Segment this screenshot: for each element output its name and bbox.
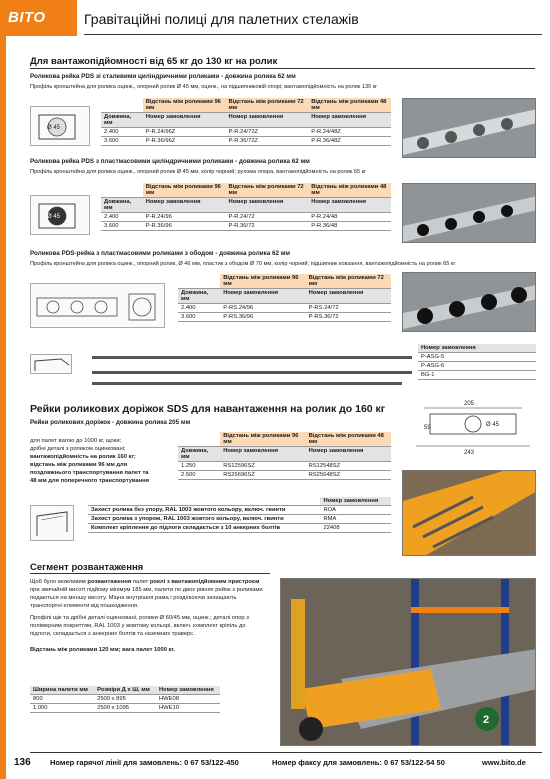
table-row — [101, 128, 391, 137]
b3-rail-diagram — [30, 283, 165, 328]
table-cell: P-ASG-5 — [418, 353, 536, 362]
s2-description: для палет вагою до 1000 кг, щоки; дрібні деталі з роликом оцинковані; вантажопідйомність на ролик 160 кг; відстань між роликами 96 мм для поздовжнього транспортування палет та 48 мм для поперечного транспортування — [30, 438, 150, 484]
table-row — [88, 524, 391, 533]
table-row — [88, 515, 391, 524]
acc-rail-2 — [92, 371, 412, 374]
table-cell: P-RS.24/72 — [306, 304, 391, 313]
table-cell: 800 — [30, 695, 94, 704]
acc-rail-1 — [92, 356, 412, 359]
b2-photo — [402, 183, 536, 243]
s3-paragraph-1: Щоб було можливим розвантаження палет роклі з вантажопідйомним пристроєм при звичайній висоті підйому мінімум 185 мм, палети по двох рівнях рейок з роликами подаються на меншу висоту. Міцна внутрішня рама і розділюючи захищають транспортні елементи від пошкодження. — [30, 579, 263, 609]
table-header-cell: Відстань між роликами 96 мм — [220, 274, 305, 289]
b3-subtitle: Роликова PDS-рейка з пластмасовими роликами з ободом - довжина ролика 62 мм — [30, 250, 291, 257]
table-header-cell: Номер замовлення — [306, 289, 391, 304]
table-cell: P-R.36/48 — [308, 222, 391, 231]
b2-dia-label: Ø 45 — [47, 214, 61, 220]
table-cell: 1.250 — [178, 462, 220, 471]
footer-hotline: Номер гарячої лінії для замовлень: 0 67 53/122-450 — [50, 758, 239, 767]
bito-logo: BITO — [0, 0, 77, 36]
table-part — [88, 497, 391, 506]
table-cell: Захист ролика з упором, RAL 1003 жовтого кольору, включ. гвинти — [88, 515, 320, 524]
table-cell: 3.600 — [101, 222, 143, 231]
table-cell: HWE08 — [156, 695, 220, 704]
table-cell: P-RS.36/96 — [220, 313, 305, 322]
section1-title: Для вантажопідйомності від 65 кг до 130 кг на ролик — [30, 56, 278, 67]
table-cell: P-R.24/96Z — [143, 128, 226, 137]
b1-group-1: Відстань між роликами 72 мм — [225, 98, 308, 113]
table-cell: RMA — [320, 515, 391, 524]
table-part — [30, 686, 220, 695]
s2-table — [178, 432, 391, 480]
acc2-table — [88, 497, 391, 533]
table-row — [101, 213, 391, 222]
dim-bottom: 243 — [464, 450, 475, 456]
b2-subtitle: Роликова рейка PDS з пластмасовими циліндричними роликами - довжина ролика 62 мм — [30, 158, 310, 165]
s2-dimension-drawing — [410, 396, 536, 458]
table-cell: P-R.24/48Z — [308, 128, 391, 137]
table-cell: 2500 x 1095 — [94, 704, 156, 713]
table-row — [88, 506, 391, 515]
table-cell: P-R.24/96 — [143, 213, 226, 222]
table-cell: RS12596SZ — [220, 462, 305, 471]
dim-top: 205 — [464, 401, 475, 407]
b2-profile-diagram — [30, 195, 90, 235]
table-row — [30, 695, 220, 704]
table-part — [101, 198, 391, 213]
table-header-cell: Відстань між роликами 72 мм — [306, 274, 391, 289]
b1-order-0: Номер замовлення — [143, 113, 226, 128]
table-header-cell — [178, 432, 220, 447]
table-header-cell — [88, 497, 320, 506]
table-cell: P-ASG-6 — [418, 362, 536, 371]
b1-group-0: Відстань між роликами 96 мм — [143, 98, 226, 113]
table-row — [418, 353, 536, 362]
section2-title: Рейки роликових доріжок SDS для навантаження на ролик до 160 кг — [30, 403, 386, 415]
b1-group-2: Відстань між роликами 48 мм — [308, 98, 391, 113]
table-header-cell: Номер замовлення — [220, 289, 305, 304]
acc-rail-3 — [92, 382, 402, 385]
table-header-cell: Довжина, мм — [101, 198, 143, 213]
table-cell: 2.400 — [101, 128, 143, 137]
table-cell: Комплект кріплення до підлоги складається з 10 анкерних болтів — [88, 524, 320, 533]
table-cell: 2.500 — [178, 471, 220, 480]
acc2-header: Номер замовлення — [320, 497, 391, 506]
table-cell: 3.600 — [178, 313, 220, 322]
bracket-diagram — [30, 354, 72, 374]
table-cell: P-R.36/48Z — [308, 137, 391, 146]
s2-subtitle: Рейки роликових доріжок - довжина ролика 205 мм — [30, 419, 191, 426]
table-part — [101, 98, 391, 113]
side-accent-bar — [0, 36, 6, 779]
table-cell: P-R.24/48 — [308, 213, 391, 222]
table-row — [178, 471, 391, 480]
s3-paragraph-2: Профілі щік та дрібні деталі оцинковані, ролики Ø 60/45 мм, оцинк.; деталі опор з полімерним покриттям, RAL 1003 у жовтому кольорі, включ. комплект кріпіль до підлоги, складається з анкерних болтів та наземних траверс. — [30, 615, 249, 637]
table-row — [101, 222, 391, 231]
table-row — [418, 371, 536, 380]
table-cell: 2.400 — [101, 213, 143, 222]
section3-rule — [30, 573, 270, 574]
b1-dia-label: Ø 45 — [47, 125, 61, 131]
table-header-cell: Відстань між роликами 96 мм — [143, 183, 226, 198]
table-header-cell — [178, 274, 220, 289]
dim-height: 59 — [424, 425, 431, 431]
table-header-cell: Номер замовлення — [225, 198, 308, 213]
s3-photo-forklift — [280, 578, 536, 746]
table-part — [178, 289, 391, 304]
table-row — [178, 313, 391, 322]
table-cell: RS12548SZ — [306, 462, 391, 471]
footer-rule — [30, 752, 542, 753]
table-part — [101, 113, 391, 128]
b1-order-1: Номер замовлення — [225, 113, 308, 128]
b1-photo — [402, 98, 536, 158]
b1-order-2: Номер замовлення — [308, 113, 391, 128]
s3-table — [30, 686, 220, 713]
table-cell: P-R.36/96 — [143, 222, 226, 231]
b1-col-len: Довжина, мм — [101, 113, 143, 128]
table-cell: P-R.36/96Z — [143, 137, 226, 146]
footer-fax: Номер факсу для замовлень: 0 67 53/122-54 50 — [272, 758, 445, 767]
table-header-cell: Довжина, мм — [178, 289, 220, 304]
table-cell: P-R.24/72 — [225, 213, 308, 222]
b1-note: Профіль кронштейна для ролика оцинк., опорний ролик Ø 45 мм, оцинк., на підшипниковій опорі; вантажопідйомність на ролик 130 кг — [30, 84, 378, 90]
table-cell: 22408 — [320, 524, 391, 533]
table-cell: RS25696SZ — [220, 471, 305, 480]
s3-paragraph-3: Відстань між роликами 120 мм; вага палет 1000 кг. — [30, 647, 175, 653]
table-cell: 2500 x 895 — [94, 695, 156, 704]
table-header-cell: Відстань між роликами 72 мм — [225, 183, 308, 198]
b3-table — [178, 274, 391, 322]
table-part — [178, 447, 391, 462]
b1-profile-diagram — [30, 106, 90, 146]
b2-note: Профіль кронштейна для ролика оцинк., опорний ролик Ø 45 мм, колір чорний; рухома опора, вантажопідйомність на ролик 65 кг — [30, 169, 367, 175]
table-cell: P-RS.36/72 — [306, 313, 391, 322]
table-cell: 1.000 — [30, 704, 94, 713]
table-header-cell: Ширина палети мм — [30, 686, 94, 695]
table-cell: P-R.36/72 — [225, 222, 308, 231]
warranty-badge-number: 2 — [483, 714, 490, 726]
acc1-table — [418, 344, 536, 380]
table-cell: P-R.36/72Z — [225, 137, 308, 146]
table-row — [418, 362, 536, 371]
table-header-cell: Відстань між роликами 96 мм — [220, 432, 305, 447]
table-header-cell: Відстань між роликами 48 мм — [306, 432, 391, 447]
table-header-cell: Довжина, мм — [178, 447, 220, 462]
dim-dia: Ø 45 — [486, 422, 500, 428]
table-cell: HWE10 — [156, 704, 220, 713]
acc1-header: Номер замовлення — [418, 344, 536, 353]
b3-photo — [402, 272, 536, 332]
table-cell: P-RS.24/96 — [220, 304, 305, 313]
table-header-cell: Номер замовлення — [220, 447, 305, 462]
table-cell: ROA — [320, 506, 391, 515]
table-cell: Захист ролика без упору, RAL 1003 жовтого кольору, включ. гвинти — [88, 506, 320, 515]
table-part — [101, 183, 391, 198]
table-cell: RS25648SZ — [306, 471, 391, 480]
table-part — [178, 432, 391, 447]
roller-guard-diagram — [30, 505, 74, 541]
page-title: Гравітаційні полиці для палетних стелажів — [84, 11, 359, 27]
table-part — [418, 344, 536, 353]
footer-website-link[interactable]: www.bito.de — [482, 758, 526, 767]
table-cell: 2.400 — [178, 304, 220, 313]
table-header-cell — [101, 183, 143, 198]
page-number: 136 — [14, 757, 31, 768]
table-cell: 3.600 — [101, 137, 143, 146]
table-header-cell — [101, 98, 143, 113]
table-header-cell: Розміри Д x Ш, мм — [94, 686, 156, 695]
b2-table — [101, 183, 391, 231]
s2-photo — [402, 470, 536, 556]
section3-title: Сегмент розвантаження — [30, 562, 144, 573]
table-header-cell: Номер замовлення — [308, 198, 391, 213]
table-part — [178, 274, 391, 289]
table-row — [101, 137, 391, 146]
b1-table — [101, 98, 391, 146]
table-header-cell: Номер замовлення — [143, 198, 226, 213]
header-rule — [84, 34, 542, 35]
table-row — [30, 704, 220, 713]
table-header-cell: Номер замовлення — [156, 686, 220, 695]
table-cell: P-R.24/72Z — [225, 128, 308, 137]
b3-note: Профіль кронштейна для ролика оцинк., опорний ролик, Ø 46 мм, пластик з ободом Ø 70 мм, колір чорний; підшипник ковзання, вантажопідйомність на ролик 65 кг — [30, 261, 456, 267]
b1-subtitle: Роликова рейка PDS зі сталевими циліндричними роликами - довжина ролика 62 мм — [30, 73, 296, 80]
table-row — [178, 304, 391, 313]
table-row — [178, 462, 391, 471]
table-header-cell: Номер замовлення — [306, 447, 391, 462]
table-cell: BG-1 — [418, 371, 536, 380]
section1-rule — [30, 68, 535, 69]
table-header-cell: Відстань між роликами 48 мм — [308, 183, 391, 198]
